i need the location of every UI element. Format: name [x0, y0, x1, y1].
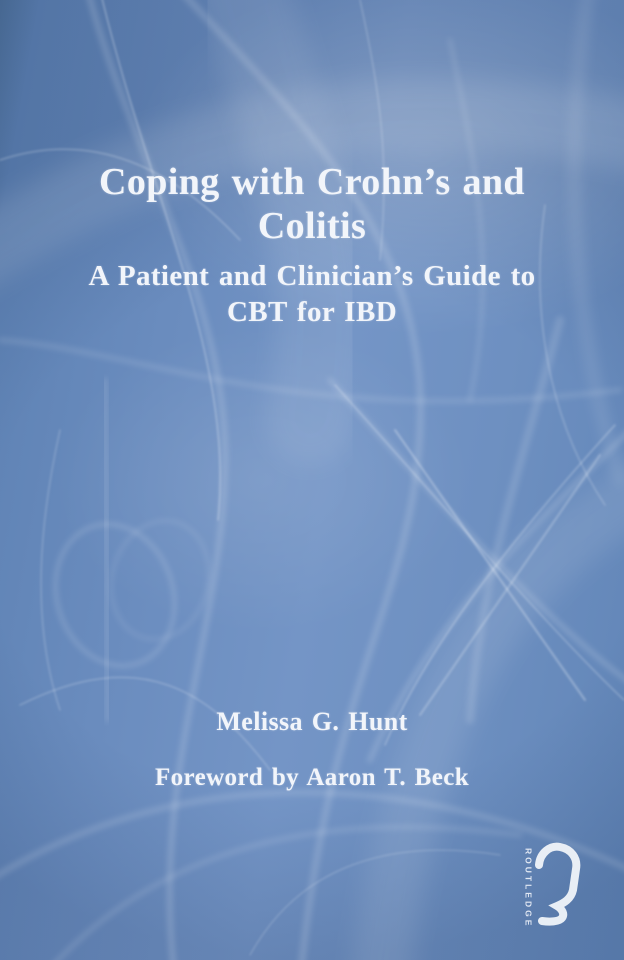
foreword-credit: Foreword by Aaron T. Beck — [154, 764, 470, 791]
book-title-line-2: Colitis — [257, 205, 367, 247]
book-subtitle — [0, 258, 624, 330]
routledge-logo — [516, 838, 592, 938]
routledge-wordmark: ROUTLEDGE — [523, 848, 534, 929]
book-subtitle-line-1: A Patient and Clinician’s Guide to — [88, 260, 536, 292]
book-subtitle-line-2: CBT for IBD — [226, 296, 398, 328]
routledge-r-icon — [539, 847, 576, 922]
author-name: Melissa G. Hunt — [216, 707, 408, 736]
book-title-line-1: Coping with Crohn’s and — [99, 161, 525, 203]
book-title — [0, 160, 624, 248]
